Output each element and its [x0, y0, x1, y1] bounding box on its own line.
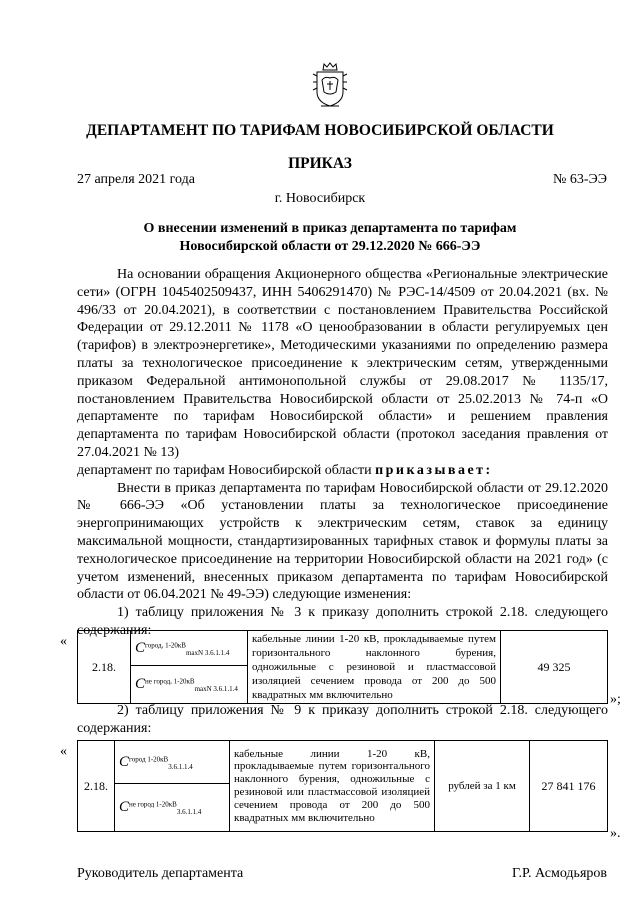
- order-body: [77, 266, 608, 640]
- body-paragraph-amendment: Внести в приказ департамента по тарифам Новосибирской области от 29.12.2020 № 666-ЭЭ «Об установлении платы за технологическое присоединение энергопринимающих устройств к электрическим сетям, ставок за единицу максимальной мощности, стандартизированных тарифных ставок и формулы платы за технологическое присоединение на территории Новосибирской области на 2021 год» (с учетом изменений, внесенных приказом департамента по тарифам Новосибирской области от 06.04.2021 № 49-ЭЭ) следующие изменения:: [77, 480, 608, 603]
- amendment-item-2-wrap: [77, 702, 608, 738]
- table2-row-number: 2.18.: [78, 741, 115, 832]
- order-heading: О внесении изменений в приказ департамента по тарифам Новосибирской области от 29.12.2020 № 666-ЭЭ: [143, 221, 517, 254]
- document-type: ПРИКАЗ: [288, 155, 352, 172]
- table1-symbol-noncity: $C^{не город, 1-20кВ}_{maxN 3.6.1.1.4}$: [131, 666, 248, 704]
- table2-symbol-noncity: $C^{не город 1-20кВ}_{3.6.1.1.4}$: [115, 784, 230, 832]
- signatory-position: Руководитель департамента: [77, 866, 244, 881]
- table2-unit: рублей за 1 км: [435, 741, 530, 832]
- table1-row-number: 2.18.: [78, 631, 131, 704]
- body-paragraph-decree: [77, 462, 608, 480]
- table-appendix-9: [77, 740, 608, 832]
- table1-symbol-city: $C^{город, 1-20кВ}_{maxN 3.6.1.1.4}$: [131, 631, 248, 666]
- order-number: № 63-ЭЭ: [552, 172, 607, 187]
- table2-value: 27 841 176: [530, 741, 608, 832]
- order-date: 27 апреля 2021 года: [77, 172, 195, 187]
- table2-close-quote: ».: [610, 826, 621, 841]
- table1-description: кабельные линии 1-20 кВ, прокладываемые путем горизонтального наклонного бурения, одножильные с резиновой и пластмассовой изоляцией сечением провода от 200 до 500 квадратных мм включительно: [248, 631, 501, 704]
- table2-symbol-city: $C^{город 1-20кВ}_{3.6.1.1.4}$: [115, 741, 230, 784]
- decree-prefix: департамент по тарифам Новосибирской области: [77, 462, 372, 478]
- table1-close-quote: »;: [610, 692, 621, 707]
- table2-open-quote: «: [60, 744, 67, 759]
- table2-description: кабельные линии 1-20 кВ, прокладываемые путем горизонтального наклонного бурения, одножильные с резиновой или пластмассовой изоляцией сечением провода от 200 до 500 квадратных мм включительно: [230, 741, 435, 832]
- coat-of-arms-emblem: [311, 62, 349, 108]
- table-appendix-3: [77, 630, 608, 704]
- amendment-item-2: 2) таблицу приложения № 9 к приказу дополнить строкой 2.18. следующего содержания:: [77, 703, 608, 736]
- decree-command: приказывает:: [375, 462, 493, 478]
- table1-open-quote: «: [60, 634, 67, 649]
- city: г. Новосибирск: [274, 191, 366, 206]
- department-name: ДЕПАРТАМЕНТ ПО ТАРИФАМ НОВОСИБИРСКОЙ ОБЛАСТИ: [86, 122, 554, 139]
- body-paragraph-basis: На основании обращения Акционерного общества «Региональные электрические сети» (ОГРН 1045402509437, ИНН 5406291470) № РЭС-14/4509 от 20.04.2021 (вх. № 496/33 от 20.04.2021), в соответствии с постановлением Правительства Российской Федерации от 29.12.2011 № 1178 «О ценообразовании в области регулируемых цен (тарифов) в электроэнергетике», Методическими указаниями по определению размера платы за технологическое присоединение к электрическим сетям, утвержденными приказом Федеральной антимонопольной службы от 29.08.2017 № 1135/17, постановлением Правительства Новосибирской области от 25.02.2013 № 74-п «О департаменте по тарифам Новосибирской области» и решением правления департамента по тарифам Новосибирской области (протокол заседания правления от 27.04.2021 № 13): [77, 267, 608, 460]
- table1-value: 49 325: [501, 631, 608, 704]
- amendment-item-1: 1) таблицу приложения № 3 к приказу дополнить строкой 2.18. следующего содержания:: [77, 605, 608, 638]
- signatory-name: Г.Р. Асмодьяров: [511, 866, 607, 881]
